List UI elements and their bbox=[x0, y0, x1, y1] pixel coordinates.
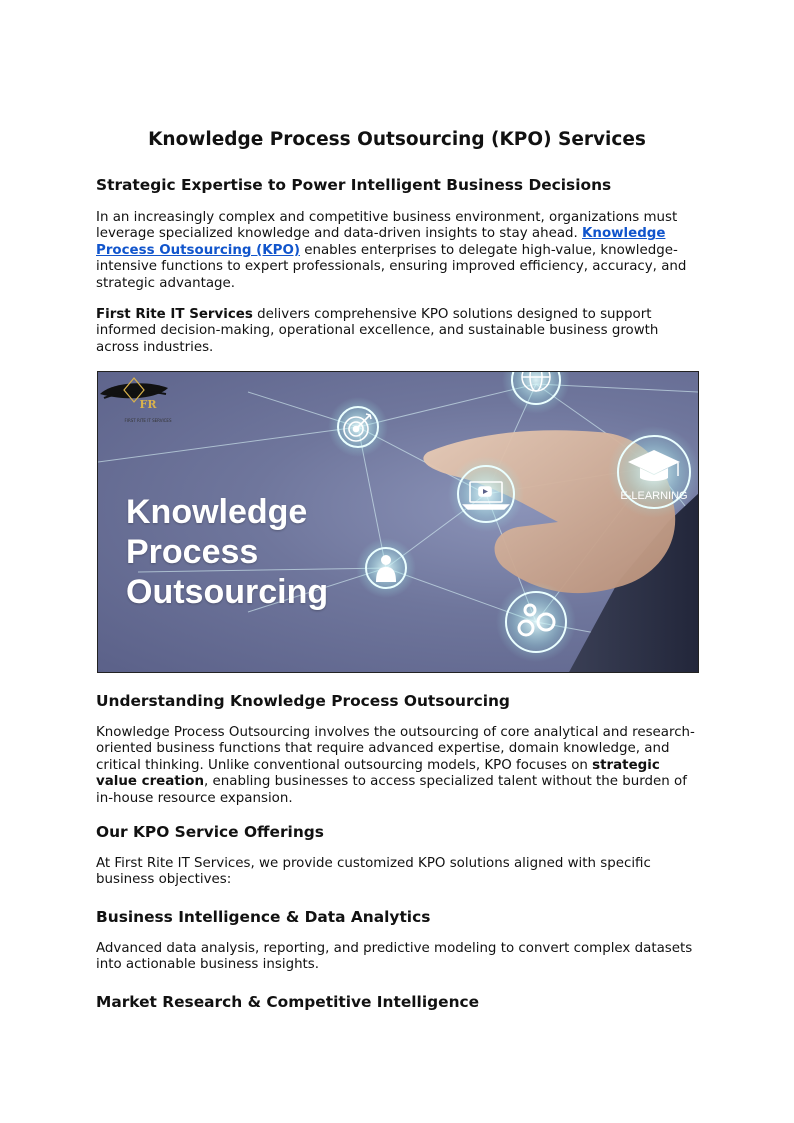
bi-paragraph bbox=[96, 941, 700, 974]
understanding-bold: strategic value creation bbox=[96, 757, 660, 790]
hero-title-line-2: Process bbox=[126, 533, 259, 571]
intro-text-2: delivers comprehensive KPO solutions designed to support informed decision-making, operational excellence, and sustainable business growth across industries. bbox=[96, 307, 659, 355]
intro-section bbox=[96, 175, 700, 195]
kpo-link[interactable]: Knowledge Process Outsourcing (KPO) bbox=[96, 226, 666, 258]
elearning-label: E-LEARNING bbox=[620, 490, 688, 502]
intro-text-after-link: enables enterprises to delegate high-value, knowledge-intensive functions to expert professionals, ensuring improved efficiency, accuracy, and strategic advantage. bbox=[96, 242, 687, 291]
hero-title-line-1: Knowledge bbox=[126, 493, 308, 531]
logo-subtext: FIRST RITE IT SERVICES bbox=[124, 418, 172, 423]
understanding-paragraph bbox=[96, 725, 700, 807]
market-section bbox=[96, 992, 700, 1012]
offerings-text: At First Rite IT Services, we provide customized KPO solutions aligned with specific business objectives: bbox=[96, 856, 651, 888]
hero-image bbox=[97, 371, 699, 673]
intro-heading: Strategic Expertise to Power Intelligent Business Decisions bbox=[96, 176, 612, 194]
intro-paragraph-1 bbox=[96, 210, 700, 292]
market-heading: Market Research & Competitive Intelligence bbox=[96, 993, 480, 1011]
offerings-section bbox=[96, 822, 700, 842]
company-name: First Rite IT Services bbox=[96, 307, 253, 322]
intro-text-before-link: In an increasingly complex and competitive business environment, organizations must leverage specialized knowledge and data-driven insights to stay ahead. bbox=[96, 210, 678, 242]
hero-title-line-3: Outsourcing bbox=[126, 573, 329, 611]
bi-heading: Business Intelligence & Data Analytics bbox=[96, 908, 431, 926]
understanding-text-1: Knowledge Process Outsourcing involves the outsourcing of core analytical and research-oriented business functions that require advanced expertise, domain knowledge, and critical thinking. Unlike conventional outsourcing models, KPO focuses on bbox=[96, 725, 695, 773]
understanding-section bbox=[96, 691, 700, 711]
offerings-heading: Our KPO Service Offerings bbox=[96, 823, 324, 841]
understanding-heading: Understanding Knowledge Process Outsourcing bbox=[96, 692, 510, 710]
bi-section bbox=[96, 907, 700, 927]
hero-title bbox=[126, 492, 328, 612]
offerings-paragraph bbox=[96, 856, 700, 889]
understanding-text-2: , enabling businesses to access specialized talent without the burden of in-house resource expansion. bbox=[96, 774, 687, 806]
intro-paragraph-2 bbox=[96, 307, 700, 356]
bi-text: Advanced data analysis, reporting, and predictive modeling to convert complex datasets into actionable business insights. bbox=[96, 941, 693, 973]
page-title: Knowledge Process Outsourcing (KPO) Services bbox=[148, 129, 646, 150]
logo-text: FR bbox=[139, 398, 157, 411]
